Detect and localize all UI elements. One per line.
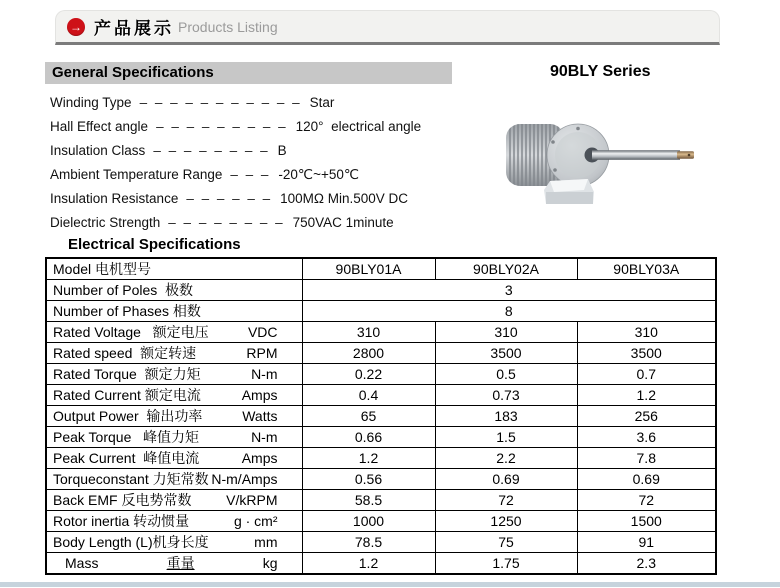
row-label: Body Length (L)机身长度 — [53, 534, 209, 550]
spec-value-cell: 1500 — [577, 511, 716, 532]
model-header-row — [46, 258, 716, 280]
general-spec-list — [50, 91, 421, 235]
spec-value-cell: 2.2 — [435, 448, 577, 469]
spec-label-cell — [46, 532, 302, 553]
mass-row — [46, 553, 716, 575]
spec-value-cell: 0.69 — [435, 469, 577, 490]
model-cell: 90BLY02A — [435, 258, 577, 280]
spec-value-cell: 72 — [435, 490, 577, 511]
spec-label-cell — [46, 490, 302, 511]
spec-value-cell: 0.22 — [302, 364, 435, 385]
model-cell: 90BLY01A — [302, 258, 435, 280]
spec-label: Insulation Class — [50, 143, 146, 158]
row-unit: Watts — [242, 408, 278, 424]
row-label: Rated Torque 额定力矩 — [53, 366, 201, 382]
row-unit: N-m — [251, 366, 278, 382]
spec-value: Star — [309, 95, 335, 110]
row-label: Rotor inertia 转动惯量 — [53, 513, 190, 529]
general-specifications-title: General Specifications — [45, 62, 452, 84]
bottom-divider — [0, 582, 780, 587]
page-header — [55, 10, 720, 45]
spec-label: Insulation Resistance — [50, 191, 179, 206]
row-label: Back EMF 反电势常数 — [53, 492, 192, 508]
spec-value: 120° electrical angle — [295, 119, 422, 134]
rated-speed-row — [46, 343, 716, 364]
spec-row-insulation-class — [50, 139, 421, 163]
row-unit: mm — [254, 534, 278, 550]
spec-label-cell — [46, 322, 302, 343]
rated-current-row — [46, 385, 716, 406]
spec-value-cell: 183 — [435, 406, 577, 427]
header-title-en: Products Listing — [178, 18, 278, 35]
spec-value-cell: 1.2 — [577, 385, 716, 406]
row-unit: VDC — [247, 324, 278, 340]
spec-value: 750VAC 1minute — [292, 215, 394, 230]
spec-label-cell — [46, 448, 302, 469]
spec-value-cell: 3500 — [577, 343, 716, 364]
phases-row — [46, 301, 716, 322]
spec-value: 100MΩ Min.500V DC — [280, 191, 409, 206]
row-label: Peak Torque 峰值力矩 — [53, 429, 200, 445]
spec-value-cell: 1.2 — [302, 553, 435, 575]
row-unit: kg — [262, 555, 278, 571]
spec-value-cell: 3500 — [435, 343, 577, 364]
row-unit: Amps — [241, 387, 278, 403]
poles-row — [46, 280, 716, 301]
rated-torque-row — [46, 364, 716, 385]
spec-value-cell: 310 — [302, 322, 435, 343]
spec-label-cell — [46, 511, 302, 532]
dash-leader: – – – – – – – – – — [156, 119, 288, 134]
spec-value-cell: 0.69 — [577, 469, 716, 490]
output-power-row — [46, 406, 716, 427]
row-unit: V/kRPM — [226, 492, 278, 508]
row-label: Number of Poles 极数 — [53, 282, 194, 298]
spec-label-cell — [46, 364, 302, 385]
spec-label-cell — [46, 553, 302, 575]
spec-row-insulation-resistance — [50, 187, 421, 211]
spec-value-cell: 0.5 — [435, 364, 577, 385]
row-label: Rated Voltage 额定电压 — [53, 324, 209, 340]
electrical-specifications-title: Electrical Specifications — [68, 236, 241, 253]
spec-label-cell — [46, 385, 302, 406]
back-emf-row — [46, 490, 716, 511]
spec-value-cell: 1.75 — [435, 553, 577, 575]
spec-value-cell: 2.3 — [577, 553, 716, 575]
spec-label-cell — [46, 280, 302, 301]
spec-value-cell: 0.4 — [302, 385, 435, 406]
spec-label: Winding Type — [50, 95, 132, 110]
spec-value-cell: 2800 — [302, 343, 435, 364]
spec-label-cell — [46, 301, 302, 322]
row-label: Mass — [65, 555, 99, 571]
motor-product-image — [500, 120, 712, 220]
row-label: Output Power 输出功率 — [53, 408, 203, 424]
series-label: 90BLY Series — [550, 63, 651, 80]
spec-value-cell: 8 — [302, 301, 716, 322]
row-unit: RPM — [246, 345, 278, 361]
spec-value-cell: 78.5 — [302, 532, 435, 553]
spec-value-cell: 310 — [577, 322, 716, 343]
peak-current-row — [46, 448, 716, 469]
peak-torque-row — [46, 427, 716, 448]
spec-value-cell: 0.73 — [435, 385, 577, 406]
spec-label-cell — [46, 427, 302, 448]
spec-row-dielectric-strength — [50, 211, 421, 235]
spec-label-cell — [46, 343, 302, 364]
row-unit: g · cm² — [233, 513, 278, 529]
row-unit: N-m — [251, 429, 278, 445]
spec-value-cell: 256 — [577, 406, 716, 427]
spec-value-cell: 1.5 — [435, 427, 577, 448]
spec-row-winding-type — [50, 91, 421, 115]
spec-row-hall-effect-angle — [50, 115, 421, 139]
spec-label: Ambient Temperature Range — [50, 167, 223, 182]
spec-label: Dielectric Strength — [50, 215, 161, 230]
row-label: Rated speed 额定转速 — [53, 345, 197, 361]
spec-value: B — [277, 143, 287, 158]
electrical-spec-table — [45, 257, 717, 575]
spec-value-cell: 1.2 — [302, 448, 435, 469]
rotor-inertia-row — [46, 511, 716, 532]
arrow-badge-icon — [67, 18, 85, 36]
dash-leader: – – – – – – – – – – – — [139, 95, 302, 110]
spec-value-cell: 0.7 — [577, 364, 716, 385]
spec-value-cell: 3.6 — [577, 427, 716, 448]
row-unit: N-m/Amps — [211, 471, 278, 487]
spec-value-cell: 1250 — [435, 511, 577, 532]
model-cell: 90BLY03A — [577, 258, 716, 280]
spec-value-cell: 91 — [577, 532, 716, 553]
dash-leader: – – – – – – – – — [168, 215, 285, 230]
body-length-row — [46, 532, 716, 553]
row-label: Torqueconstant 力矩常数 — [53, 471, 209, 487]
dash-leader: – – – — [230, 167, 271, 182]
row-unit: Amps — [241, 450, 278, 466]
arrow-glyph: → — [70, 19, 82, 34]
row-label: Peak Current 峰值电流 — [53, 450, 200, 466]
rated-voltage-row — [46, 322, 716, 343]
spec-label-cell — [46, 258, 302, 280]
spec-value-cell: 3 — [302, 280, 716, 301]
row-label: Rated Current 额定电流 — [53, 387, 201, 403]
spec-value-cell: 65 — [302, 406, 435, 427]
spec-value-cell: 58.5 — [302, 490, 435, 511]
spec-value-cell: 1000 — [302, 511, 435, 532]
spec-value-cell: 72 — [577, 490, 716, 511]
torque-constant-row — [46, 469, 716, 490]
spec-row-ambient-temperature — [50, 163, 421, 187]
spec-label: Hall Effect angle — [50, 119, 149, 134]
spec-value-cell: 7.8 — [577, 448, 716, 469]
spec-value: -20℃~+50℃ — [278, 167, 360, 182]
dash-leader: – – – – – – – – — [153, 143, 270, 158]
row-label-zh: 重量 — [166, 555, 195, 571]
spec-label-cell — [46, 406, 302, 427]
spec-value-cell: 75 — [435, 532, 577, 553]
row-label: Model 电机型号 — [53, 261, 152, 277]
spec-label-cell — [46, 469, 302, 490]
spec-value-cell: 0.56 — [302, 469, 435, 490]
dash-leader: – – – – – – — [186, 191, 273, 206]
header-title-zh: 产品展示 — [94, 19, 174, 38]
spec-value-cell: 0.66 — [302, 427, 435, 448]
row-label: Number of Phases 相数 — [53, 303, 201, 319]
spec-value-cell: 310 — [435, 322, 577, 343]
